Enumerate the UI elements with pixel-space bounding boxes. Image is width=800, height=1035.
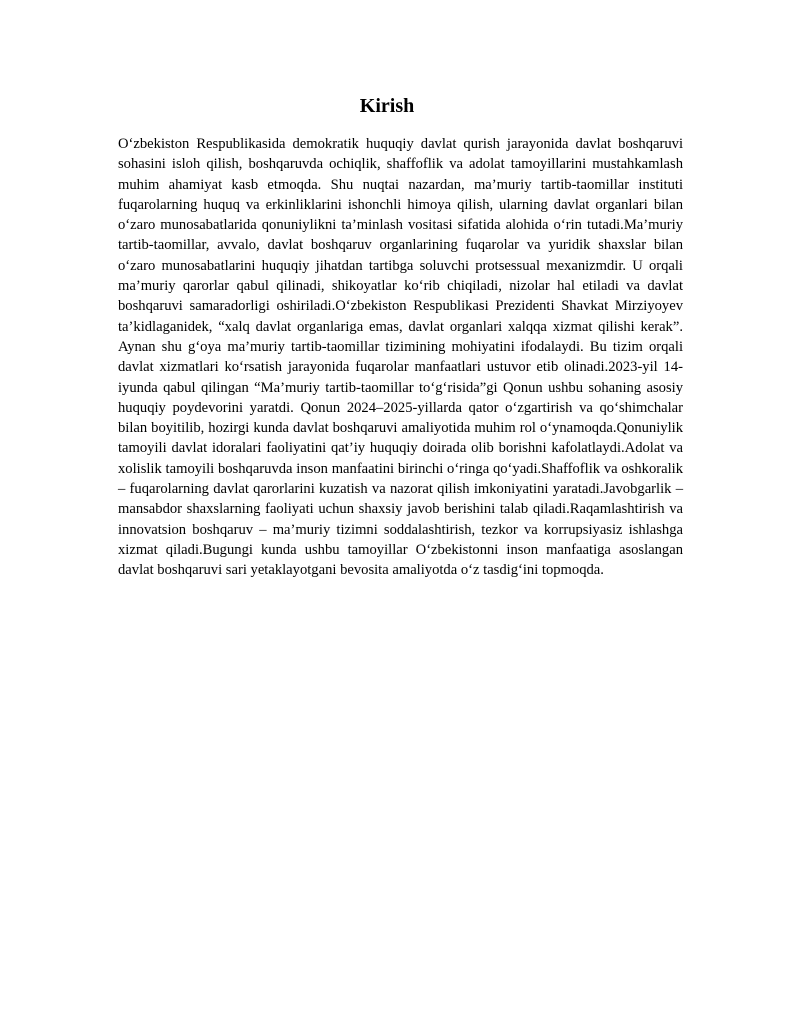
document-body-paragraph: O‘zbekiston Respublikasida demokratik huquqiy davlat qurish jarayonida davlat boshqaruvi sohasini isloh qilish, boshqaruvda ochiqlik, shaffoflik va adolat tamoyillarini mustahkamlash muhim ahamiyat kasb etmoqda. Shu nuqtai nazardan, ma’muriy tartib-taomillar instituti fuqarolarning huquq va erkinliklarini ishonchli himoya qilish, ularning davlat organlari bilan o‘zaro munosabatlarida qonuniylikni ta’minlash vositasi sifatida alohida o‘rin tutadi.Ma’muriy tartib-taomillar, avvalo, davlat boshqaruv organlarining fuqarolar va yuridik shaxslar bilan o‘zaro munosabatlarini huquqiy jihatdan tartibga soluvchi protsessual mexanizmdir. U orqali ma’muriy qarorlar qabul qilinadi, shikoyatlar ko‘rib chiqiladi, nizolar hal etiladi va davlat boshqaruvi samaradorligi oshiriladi.O‘zbekiston Respublikasi Prezidenti Shavkat Mirziyoyev ta’kidlaganidek, “xalq davlat organlariga emas, davlat organlari xalqqa xizmat qilishi kerak”. Aynan shu g‘oya ma’muriy tartib-taomillar tizimining mohiyatini ifodalaydi. Bu tizim orqali davlat xizmatlari ko‘rsatish jarayonida fuqarolar manfaatlari ustuvor etib olinadi.2023-yil 14-iyunda qabul qilingan “Ma’muriy tartib-taomillar to‘g‘risida”gi Qonun ushbu sohaning asosiy huquqiy poydevorini yaratdi. Qonun 2024–2025-yillarda qator o‘zgartirish va qo‘shimchalar bilan boyitilib, hozirgi kunda davlat boshqaruvi amaliyotida muhim rol o‘ynamoqda.Qonuniylik tamoyili davlat idoralari faoliyatini qat’iy huquqiy doirada olib borishni kafolatlaydi.Adolat va xolislik tamoyili boshqaruvda inson manfaatini birinchi o‘ringa qo‘yadi.Shaffoflik va oshkoralik – fuqarolarning davlat qarorlarini kuzatish va nazorat qilish imkoniyatini yaratadi.Javobgarlik – mansabdor shaxslarning faoliyati uchun shaxsiy javob berishini talab qiladi.Raqamlashtirish va innovatsion boshqaruv – ma’muriy tizimni soddalashtirish, tezkor va korrupsiyasiz ishlashga xizmat qiladi.Bugungi kunda ushbu tamoyillar O‘zbekistonni inson manfaatiga asoslangan davlat boshqaruvi sari yetaklayotgani bevosita amaliyotda o‘z tasdig‘ini topmoqda. [118, 136, 683, 579]
document-title: Kirish [359, 95, 415, 117]
